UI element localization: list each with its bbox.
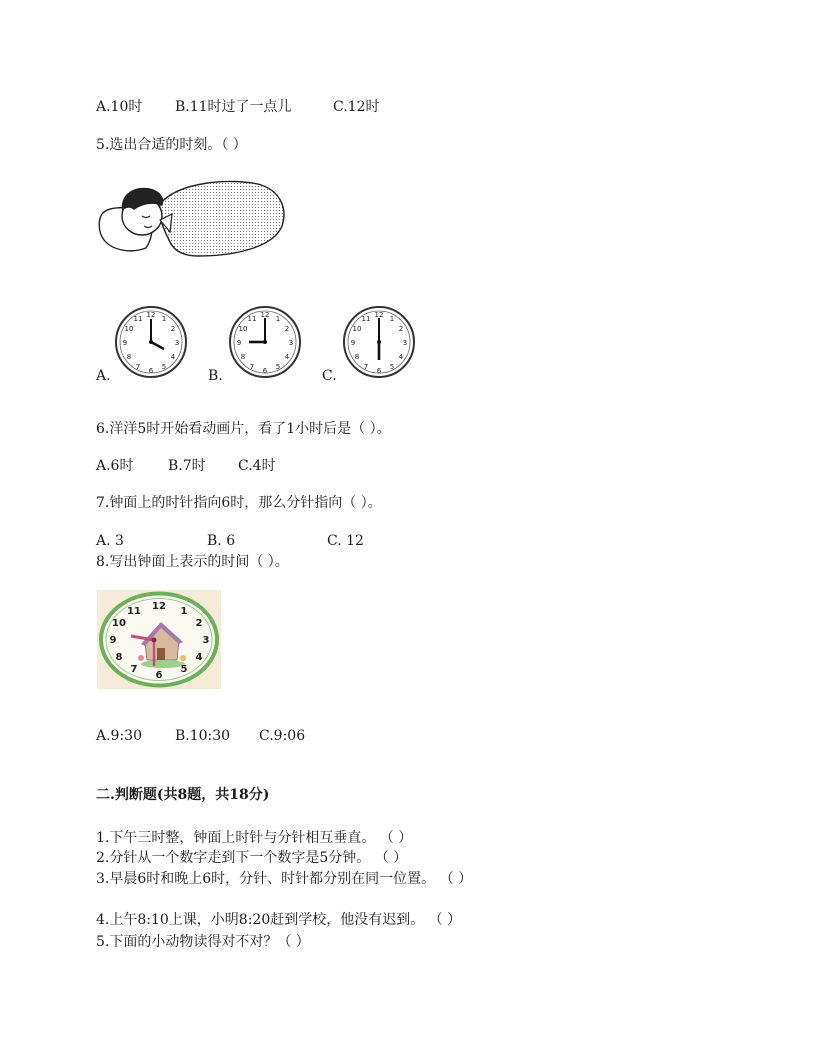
- clock-number: 12: [374, 311, 384, 319]
- q7-option-c: C. 12: [327, 533, 364, 549]
- q6-option-a: A.6时: [96, 458, 134, 474]
- clock-number: 10: [112, 618, 126, 629]
- clock-number: 10: [238, 325, 248, 333]
- q5-option-c-label: C.: [322, 368, 337, 384]
- judge-item-4: 4.上午8:10上课，小明8:20赶到学校，他没有迟到。 （ ）: [96, 912, 462, 928]
- q4-option-a: A.10时: [96, 99, 143, 115]
- q8-clock-picture: [97, 590, 221, 689]
- clock-number: 7: [130, 664, 138, 675]
- clock-number: 11: [361, 315, 371, 323]
- clock-number: 8: [115, 652, 123, 663]
- clock-number: 2: [398, 325, 404, 333]
- clock-number: 6: [376, 367, 382, 375]
- clock-number: 1: [389, 315, 395, 323]
- clock-number: 3: [202, 635, 210, 646]
- q8-option-a: A.9:30: [96, 728, 142, 744]
- q7-question: 7.钟面上的时针指向6时，那么分针指向（ ）。: [96, 495, 382, 511]
- clock-number: 5: [389, 363, 395, 371]
- sleeping-child-illustration: [98, 176, 290, 260]
- clock-number: 1: [275, 315, 281, 323]
- clock-number: 7: [249, 363, 255, 371]
- judge-item-2: 2.分针从一个数字走到下一个数字是5分钟。 （ ）: [96, 850, 408, 866]
- q6-option-b: B.7时: [168, 458, 206, 474]
- clock-number: 11: [247, 315, 257, 323]
- q5-question: 5.选出合适的时刻。（ ）: [96, 137, 247, 153]
- clock-number: 3: [402, 339, 408, 347]
- clock-number: 8: [126, 353, 132, 361]
- q6-option-c: C.4时: [238, 458, 276, 474]
- clock-number: 10: [352, 325, 362, 333]
- clock-number: 11: [127, 606, 141, 617]
- q8-option-b: B.10:30: [175, 728, 231, 744]
- judge-item-3: 3.早晨6时和晚上6时，分针、时针都分别在同一位置。 （ ）: [96, 871, 473, 887]
- clock-number: 9: [236, 339, 242, 347]
- clock-number: 8: [240, 353, 246, 361]
- clock-number: 7: [363, 363, 369, 371]
- clock-option-b: [227, 304, 303, 380]
- clock-number: 3: [174, 339, 180, 347]
- clock-number: 9: [350, 339, 356, 347]
- clock-number: 12: [260, 311, 270, 319]
- clock-number: 6: [148, 367, 154, 375]
- clock-number: 2: [284, 325, 290, 333]
- clock-number: 4: [398, 353, 404, 361]
- clock-number: 1: [161, 315, 167, 323]
- clock-number: 9: [109, 635, 117, 646]
- q4-option-b: B.11时过了一点儿: [175, 99, 292, 115]
- q8-option-c: C.9:06: [259, 728, 306, 744]
- clock-number: 6: [155, 670, 163, 681]
- clock-number: 7: [135, 363, 141, 371]
- section-title: 二.判断题(共8题，共18分): [96, 787, 270, 803]
- clock-option-c: [341, 304, 417, 380]
- clock-number: 1: [180, 606, 188, 617]
- q4-option-c: C.12时: [333, 99, 380, 115]
- clock-option-a: [113, 304, 189, 380]
- q6-question: 6.洋洋5时开始看动画片，看了1小时后是（ ）。: [96, 421, 391, 437]
- clock-number: 4: [195, 652, 203, 663]
- clock-number: 3: [288, 339, 294, 347]
- clock-number: 4: [284, 353, 290, 361]
- q7-option-b: B. 6: [207, 533, 236, 549]
- q5-option-b-label: B.: [208, 368, 223, 384]
- clock-number: 10: [124, 325, 134, 333]
- clock-number: 9: [122, 339, 128, 347]
- judge-item-5: 5.下面的小动物读得对不对？（ ）: [96, 934, 310, 950]
- clock-number: 5: [161, 363, 167, 371]
- clock-number: 8: [354, 353, 360, 361]
- clock-number: 2: [195, 618, 203, 629]
- clock-number: 12: [146, 311, 156, 319]
- clock-number: 2: [170, 325, 176, 333]
- clock-number: 5: [180, 664, 188, 675]
- clock-number: 6: [262, 367, 268, 375]
- q8-question: 8.写出钟面上表示的时间（ ）。: [96, 554, 289, 570]
- clock-number: 5: [275, 363, 281, 371]
- clock-number: 11: [133, 315, 143, 323]
- clock-number: 4: [170, 353, 176, 361]
- q5-option-a-label: A.: [96, 368, 111, 384]
- judge-item-1: 1.下午三时整，钟面上时针与分针相互垂直。 （ ）: [96, 830, 413, 846]
- clock-number: 12: [152, 601, 166, 612]
- q7-option-a: A. 3: [96, 533, 124, 549]
